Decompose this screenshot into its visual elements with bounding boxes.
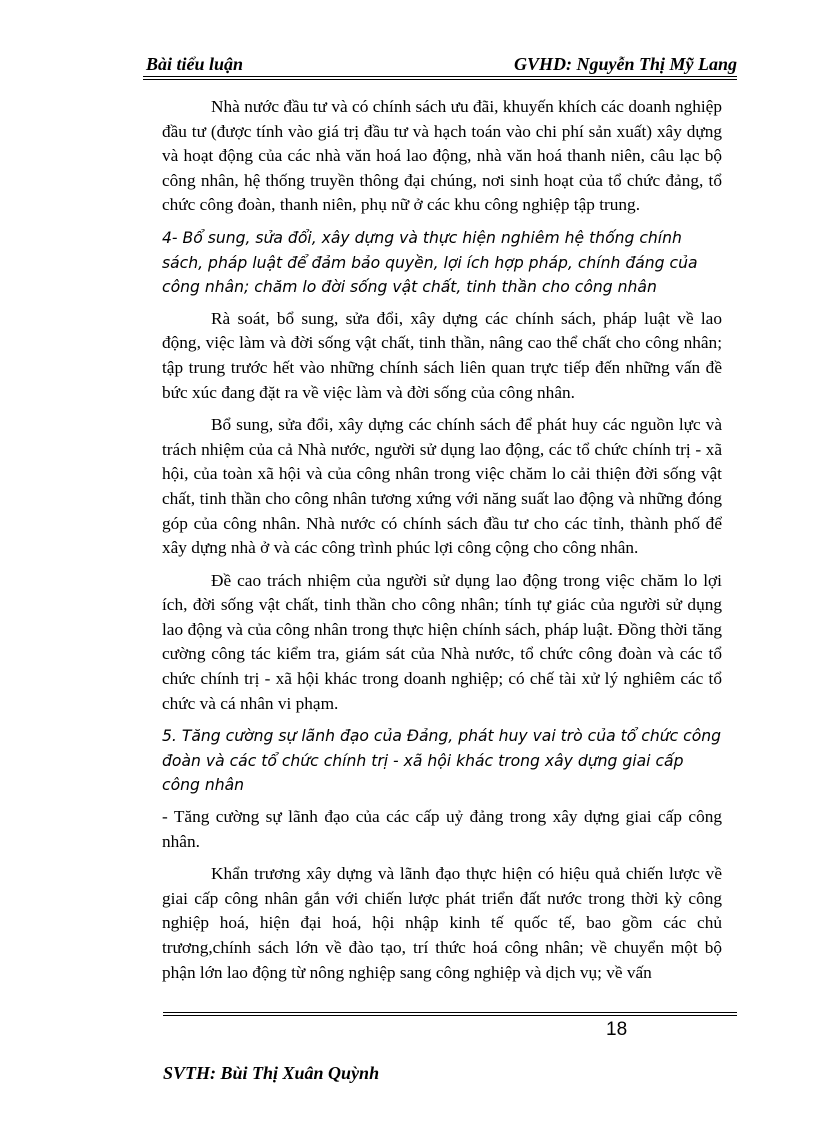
paragraph: Nhà nước đầu tư và có chính sách ưu đãi, khuyến khích các doanh nghiệp đầu tư (được tính vào giá trị đầu tư và hạch toán vào chi phí sản xuất) xây dựng và hoạt động của các nhà văn hoá lao động, nhà văn hoá thanh niên, câu lạc bộ công nhân, hệ thống truyền thông đại chúng, nơi sinh hoạt của tổ chức đảng, tổ chức công đoàn, thanh niên, phụ nữ ở các khu công nghiệp tập trung. [162,97,722,215]
paragraph: Khẩn trương xây dựng và lãnh đạo thực hiện có hiệu quả chiến lược về giai cấp công nhân gắn với chiến lược phát triển đất nước trong thời kỳ công nghiệp hoá, hiện đại hoá, hội nhập kinh tế quốc tế, bao gồm các chủ trương,chính sách lớn về đào tạo, trí thức hoá công nhân; về chuyển một bộ phận lớn lao động từ nông nghiệp sang công nghiệp và dịch vụ; về vấn [162,864,722,982]
footer-author: SVTH: Bùi Thị Xuân Quỳnh [163,1063,380,1083]
section-heading: 5. Tăng cường sự lãnh đạo của Đảng, phát huy vai trò của tổ chức công đoàn và các tổ chức chính trị - xã hội khác trong xây dựng giai cấp công nhân [162,727,722,795]
header-rule [143,76,737,80]
header-title: Bài tiểu luận [146,54,244,74]
page-header [143,52,737,78]
page-number: 18 [606,1019,628,1040]
page-body [162,95,722,993]
header-instructor: GVHD: Nguyễn Thị Mỹ Lang [513,54,737,74]
section-heading: 4- Bổ sung, sửa đổi, xây dựng và thực hiện nghiêm hệ thống chính sách, pháp luật để đảm bảo quyền, lợi ích hợp pháp, chính đáng của công nhân; chăm lo đời sống vật chất, tinh thần cho công nhân [162,228,698,297]
paragraph: - Tăng cường sự lãnh đạo của các cấp uỷ đảng trong xây dựng giai cấp công nhân. [162,807,722,851]
paragraph: Rà soát, bổ sung, sửa đổi, xây dựng các chính sách, pháp luật về lao động, việc làm và đời sống vật chất, tinh thần, nâng cao thể chất cho công nhân; tập trung trước hết vào những chính sách liên quan trực tiếp đến những vấn đề bức xúc đang đặt ra về việc làm và đời sống của công nhân. [162,308,722,402]
paragraph: Đề cao trách nhiệm của người sử dụng lao động trong việc chăm lo lợi ích, đời sống vật chất, tinh thần cho công nhân; tính tự giác của người sử dụng lao động và của công nhân trong thực hiện chính sách, pháp luật. Đồng thời tăng cường công tác kiểm tra, giám sát của Nhà nước, tổ chức công đoàn và các tổ chức chính trị - xã hội khác trong doanh nghiệp; có chế tài xử lý nghiêm các tổ chức và cá nhân vi phạm. [162,570,722,713]
footer-rule [163,1012,737,1016]
paragraph: Bổ sung, sửa đổi, xây dựng các chính sách để phát huy các nguồn lực và trách nhiệm của cả Nhà nước, người sử dụng lao động, các tổ chức chính trị - xã hội, của toàn xã hội và của công nhân trong việc chăm lo cải thiện đời sống vật chất, tinh thần cho công nhân tương xứng với năng suất lao động và những đóng góp của công nhân. Nhà nước có chính sách đầu tư cho các tỉnh, thành phố để xây dựng nhà ở và các công trình phúc lợi công cộng cho công nhân. [162,415,722,558]
